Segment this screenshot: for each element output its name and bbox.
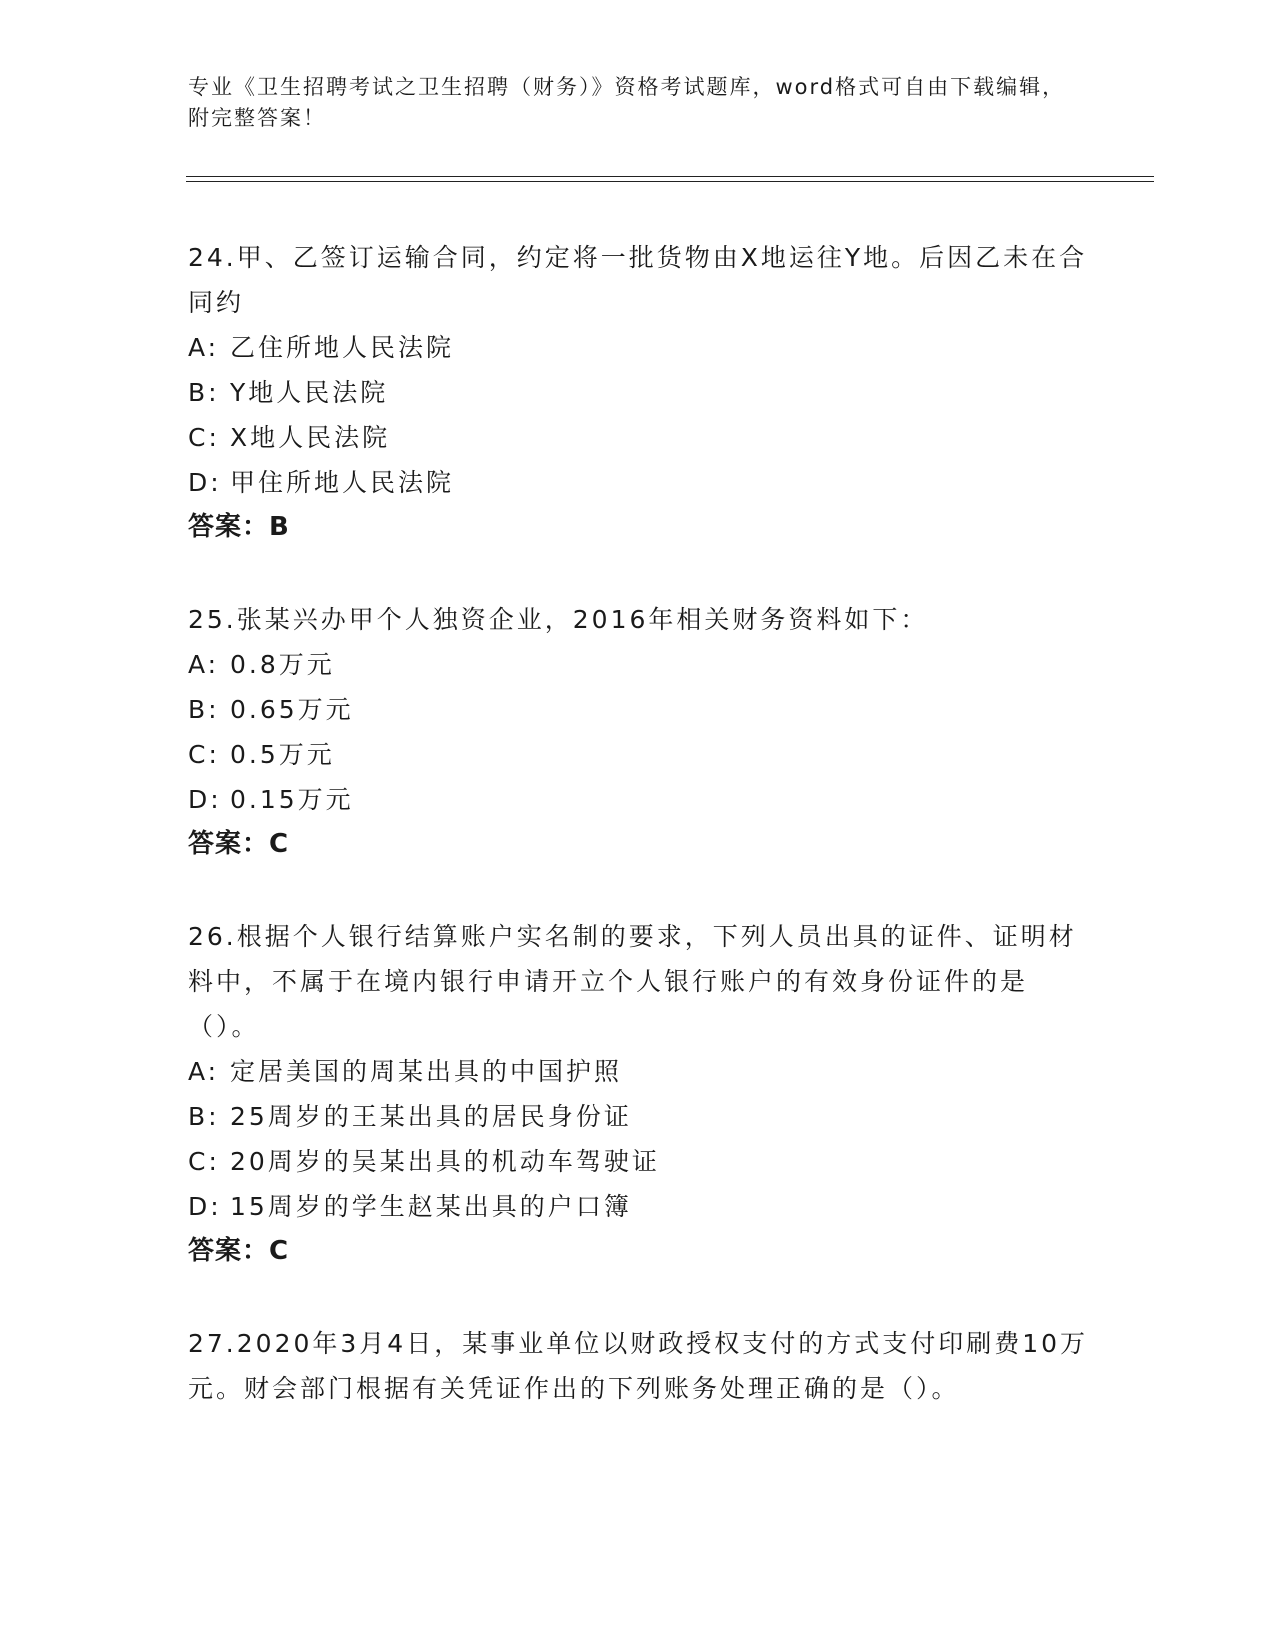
question-body: 根据个人银行结算账户实名制的要求，下列人员出具的证件、证明材料中，不属于在境内银行申请开立个人银行账户的有效身份证件的是（）。 <box>188 922 1077 1041</box>
option-text: 乙住所地人民法院 <box>230 333 455 362</box>
option-letter: A: <box>188 650 220 679</box>
question-24 <box>188 235 1088 550</box>
option-text: 0.8万元 <box>230 650 335 679</box>
option-a <box>188 325 1088 370</box>
answer-line: 答案：B <box>188 512 290 542</box>
question-26 <box>188 914 1088 1274</box>
option-letter: D: <box>188 468 222 497</box>
question-text <box>188 235 1088 325</box>
question-body: 甲、乙签订运输合同，约定将一批货物由X地运往Y地。后因乙未在合同约 <box>188 243 1088 317</box>
question-27 <box>188 1321 1088 1411</box>
question-list <box>188 235 1088 1458</box>
option-d <box>188 777 1088 822</box>
option-b <box>188 687 1088 732</box>
question-number: 26. <box>188 922 237 951</box>
option-text: 0.65万元 <box>230 695 354 724</box>
option-text: 0.15万元 <box>230 785 354 814</box>
option-b <box>188 1094 1088 1139</box>
option-letter: C: <box>188 740 220 769</box>
option-b <box>188 370 1088 415</box>
option-d <box>188 1184 1088 1229</box>
answer-line: 答案：C <box>188 1236 290 1266</box>
option-letter: B: <box>188 1102 220 1131</box>
question-text <box>188 914 1088 1049</box>
answer-line: 答案：C <box>188 829 290 859</box>
question-body: 2020年3月4日，某事业单位以财政授权支付的方式支付印刷费10万元。财会部门根据有关凭证作出的下列账务处理正确的是（）。 <box>188 1329 1089 1403</box>
option-d <box>188 460 1088 505</box>
option-letter: D: <box>188 1192 222 1221</box>
option-text: 20周岁的吴某出具的机动车驾驶证 <box>230 1147 660 1176</box>
question-number: 25. <box>188 605 237 634</box>
option-letter: C: <box>188 1147 220 1176</box>
question-number: 27. <box>188 1329 237 1358</box>
option-letter: B: <box>188 695 220 724</box>
header-divider-bottom <box>186 181 1154 182</box>
question-body: 张某兴办甲个人独资企业，2016年相关财务资料如下： <box>236 605 929 634</box>
option-text: 15周岁的学生赵某出具的户口簿 <box>230 1192 632 1221</box>
option-letter: C: <box>188 423 220 452</box>
header-divider-top <box>186 176 1154 177</box>
question-text <box>188 597 1088 642</box>
option-letter: B: <box>188 378 220 407</box>
option-text: 甲住所地人民法院 <box>230 468 455 497</box>
question-text <box>188 1321 1088 1411</box>
option-c <box>188 415 1088 460</box>
option-letter: D: <box>188 785 222 814</box>
option-a <box>188 642 1088 687</box>
option-a <box>188 1049 1088 1094</box>
question-25 <box>188 597 1088 867</box>
header-intro-text: 专业《卫生招聘考试之卫生招聘（财务）》资格考试题库，word格式可自由下载编辑，附完整答案！ <box>188 75 1066 130</box>
option-text: Y地人民法院 <box>230 378 389 407</box>
option-text: 定居美国的周某出具的中国护照 <box>230 1057 623 1086</box>
question-number: 24. <box>188 243 237 272</box>
document-header <box>188 72 1088 134</box>
option-c <box>188 732 1088 777</box>
option-c <box>188 1139 1088 1184</box>
option-text: X地人民法院 <box>230 423 391 452</box>
option-text: 25周岁的王某出具的居民身份证 <box>230 1102 632 1131</box>
option-text: 0.5万元 <box>230 740 335 769</box>
option-letter: A: <box>188 333 220 362</box>
option-letter: A: <box>188 1057 220 1086</box>
